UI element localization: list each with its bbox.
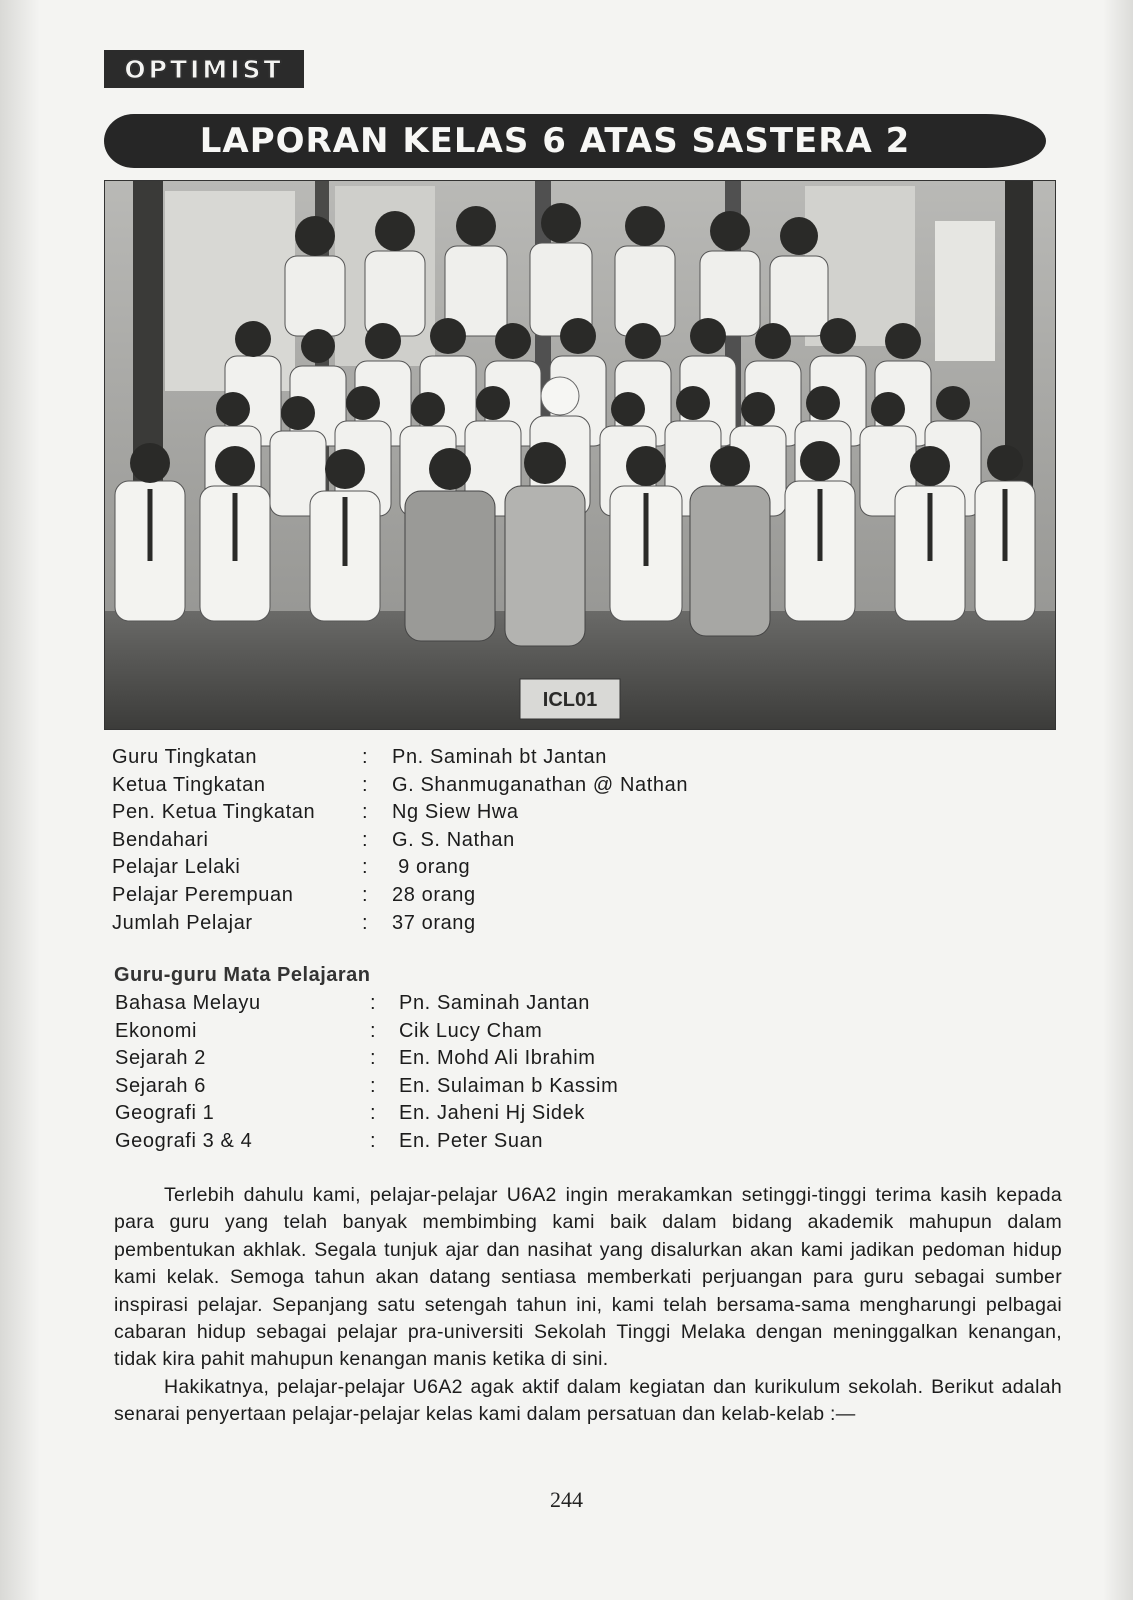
- subject-teacher: En. Mohd Ali Ibrahim: [399, 1047, 596, 1070]
- info-row-pelajar-perempuan: [112, 882, 812, 910]
- subject-separator: :: [370, 1102, 376, 1125]
- info-row-ketua-tingkatan: [112, 772, 812, 800]
- report-paragraph-1: Terlebih dahulu kami, pelajar-pelajar U6A2 ingin merakamkan setinggi-tinggi terima kasih kepada para guru yang telah banyak membimbing kami baik dalam bidang akademik mahupun dalam pembentukan akhlak. Segala tunjuk ajar dan nasihat yang disalurkan akan kami jadikan pedoman hidup kami kelak. Semoga tahun akan datang sentiasa memberkati perjuangan para guru sebagai sumber inspirasi pelajar. Sepanjang satu setengah tahun ini, kami telah bersama-sama mengharungi pelbagai cabaran hidup sebagai pelajar pra-universiti Sekolah Tinggi Melaka dengan meninggalkan kenangan, tidak kira pahit mahupun kenangan manis ketika di sini.: [114, 1184, 1062, 1371]
- info-value: 37 orang: [392, 911, 476, 934]
- page-number: 244: [550, 1487, 583, 1512]
- info-row-jumlah-pelajar: [112, 910, 812, 938]
- subject-row: [115, 1100, 618, 1128]
- info-label: Pen. Ketua Tingkatan: [112, 801, 316, 824]
- info-row-pelajar-lelaki: [112, 854, 812, 882]
- class-group-photo: [104, 180, 1056, 730]
- subject-teacher: Cik Lucy Cham: [399, 1019, 543, 1042]
- subject-separator: :: [370, 1019, 376, 1042]
- subject-separator: :: [370, 992, 376, 1014]
- class-photo-illustration: [105, 181, 1055, 729]
- subject-row: [115, 990, 618, 1018]
- report-paragraph-2: Hakikatnya, pelajar-pelajar U6A2 agak aktif dalam kegiatan dan kurikulum sekolah. Berikut adalah senarai penyertaan pelajar-pelajar kelas kami dalam persatuan dan kelab-kelab :—: [114, 1375, 1062, 1426]
- info-label: Pelajar Perempuan: [112, 883, 294, 906]
- subject-separator: :: [370, 1047, 376, 1070]
- subjects-heading: Guru-guru Mata Pelajaran: [114, 964, 371, 986]
- info-separator: :: [362, 856, 368, 879]
- info-separator: :: [362, 828, 368, 851]
- page-edge-right: [1103, 0, 1133, 1600]
- subject-teacher: En. Sulaiman b Kassim: [399, 1074, 619, 1097]
- title-banner: [104, 114, 1046, 168]
- subject-row: [115, 1073, 618, 1101]
- subject-row: [115, 1018, 618, 1046]
- info-value: 28 orang: [392, 883, 476, 906]
- info-value: Ng Siew Hwa: [392, 801, 519, 824]
- info-row-pen-ketua: [112, 799, 812, 827]
- report-body: [114, 1182, 1062, 1429]
- subject-label: Geografi 3 & 4: [115, 1129, 253, 1152]
- class-info-table: [112, 744, 812, 937]
- info-row-bendahari: [112, 827, 812, 855]
- info-value: G. Shanmuganathan @ Nathan: [392, 773, 689, 796]
- info-separator: :: [362, 883, 368, 906]
- info-label: Pelajar Lelaki: [112, 856, 241, 879]
- info-separator: :: [362, 911, 368, 934]
- subject-label: Bahasa Melayu: [115, 992, 261, 1014]
- subject-teacher: Pn. Saminah Jantan: [399, 992, 590, 1014]
- subject-label: Sejarah 2: [115, 1047, 207, 1070]
- info-separator: :: [362, 801, 368, 824]
- subject-separator: :: [370, 1129, 376, 1152]
- info-value: Pn. Saminah bt Jantan: [392, 746, 607, 768]
- masthead-text: OPTIMIST: [124, 54, 284, 84]
- subject-label: Ekonomi: [115, 1019, 198, 1042]
- info-separator: :: [362, 773, 368, 796]
- info-value: G. S. Nathan: [392, 828, 515, 851]
- page-edge-left: [0, 0, 40, 1600]
- subject-label: Sejarah 6: [115, 1074, 207, 1097]
- info-separator: :: [362, 746, 368, 768]
- subject-teacher: En. Peter Suan: [399, 1129, 544, 1152]
- info-label: Jumlah Pelajar: [112, 911, 253, 934]
- info-value: 9 orang: [392, 856, 471, 879]
- plaque-text: ICL01: [542, 689, 598, 711]
- info-label: Guru Tingkatan: [112, 746, 258, 768]
- subject-separator: :: [370, 1074, 376, 1097]
- subject-row: [115, 1045, 618, 1073]
- info-label: Ketua Tingkatan: [112, 773, 266, 796]
- subject-row: [115, 1128, 618, 1156]
- page-title: LAPORAN KELAS 6 ATAS SASTERA 2: [199, 121, 911, 161]
- subject-teacher: En. Jaheni Hj Sidek: [399, 1102, 585, 1125]
- subject-label: Geografi 1: [115, 1102, 215, 1125]
- info-label: Bendahari: [112, 828, 209, 851]
- masthead-logo: [104, 50, 304, 88]
- subject-teachers-table: [115, 990, 618, 1156]
- info-row-guru-tingkatan: [112, 744, 812, 772]
